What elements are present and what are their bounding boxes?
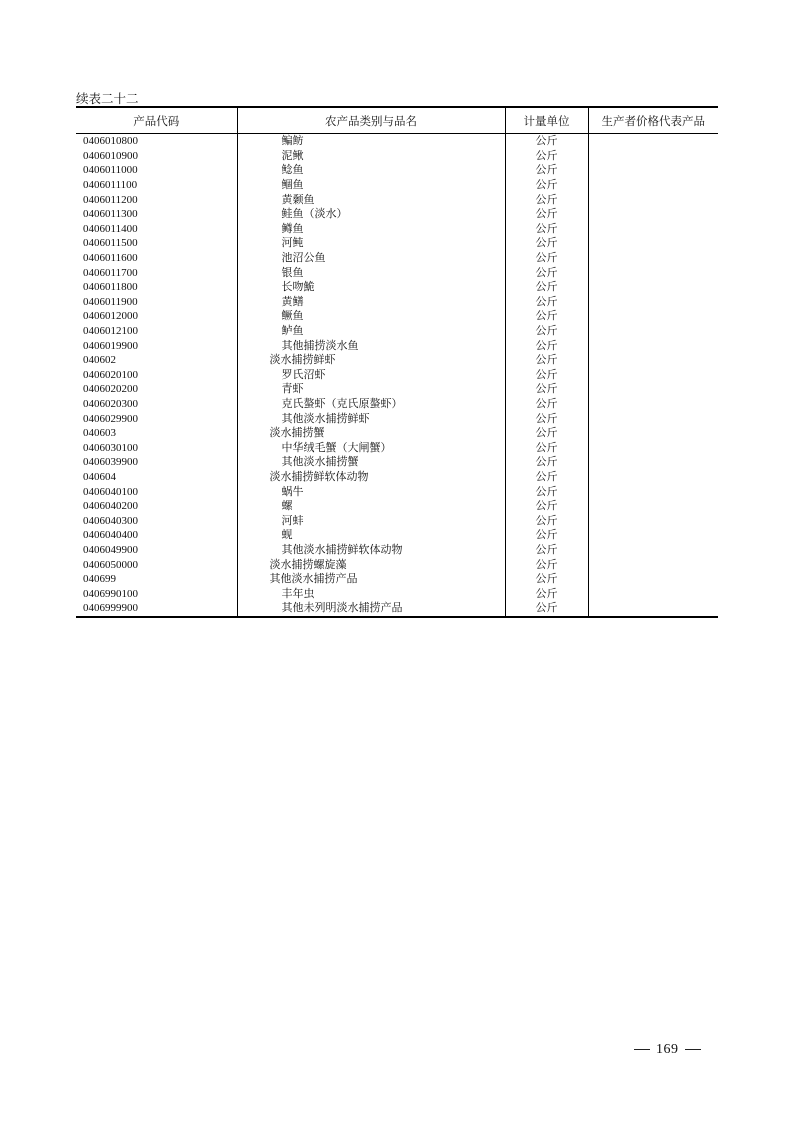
unit-cell: 公斤 xyxy=(505,338,588,353)
representative-cell xyxy=(588,484,718,499)
unit-cell: 公斤 xyxy=(505,528,588,543)
product-name-cell: 鲑鱼（淡水） xyxy=(237,207,505,222)
product-code-cell: 0406040400 xyxy=(83,529,138,542)
product-name-cell: 淡水捕捞螺旋藻 xyxy=(237,557,505,572)
table-row xyxy=(76,601,718,617)
product-code-cell: 0406029900 xyxy=(83,412,138,425)
product-name-cell: 淡水捕捞蟹 xyxy=(237,426,505,441)
table-row xyxy=(76,178,718,193)
table-row xyxy=(76,411,718,426)
product-name-cell: 克氏螯虾（克氏原螯虾） xyxy=(237,397,505,412)
product-name-cell: 其他淡水捕捞鲜虾 xyxy=(237,411,505,426)
header-unit: 计量单位 xyxy=(505,107,588,134)
unit-cell: 公斤 xyxy=(505,411,588,426)
representative-cell xyxy=(588,134,718,149)
product-name-cell: 淡水捕捞鲜软体动物 xyxy=(237,470,505,485)
table-row xyxy=(76,586,718,601)
unit-cell: 公斤 xyxy=(505,440,588,455)
product-name-cell: 河鲀 xyxy=(237,236,505,251)
product-code-cell: 0406010900 xyxy=(83,149,138,162)
product-code-cell: 0406050000 xyxy=(83,558,138,571)
table-row xyxy=(76,149,718,164)
table-row xyxy=(76,251,718,266)
product-code-cell: 0406039900 xyxy=(83,456,138,469)
table-row xyxy=(76,426,718,441)
unit-cell: 公斤 xyxy=(505,265,588,280)
product-name-cell: 淡水捕捞鲜虾 xyxy=(237,353,505,368)
unit-cell: 公斤 xyxy=(505,572,588,587)
table-row xyxy=(76,528,718,543)
product-code-cell: 0406020100 xyxy=(83,368,138,381)
page-dash-left xyxy=(634,1049,650,1050)
unit-cell: 公斤 xyxy=(505,426,588,441)
unit-cell: 公斤 xyxy=(505,586,588,601)
product-code-cell: 040699 xyxy=(83,573,116,586)
product-name-cell: 其他捕捞淡水鱼 xyxy=(237,338,505,353)
product-name-cell: 青虾 xyxy=(237,382,505,397)
representative-cell xyxy=(588,353,718,368)
representative-cell xyxy=(588,251,718,266)
unit-cell: 公斤 xyxy=(505,601,588,617)
product-code-cell: 0406011200 xyxy=(83,193,138,206)
product-code-cell: 0406011700 xyxy=(83,266,138,279)
unit-cell: 公斤 xyxy=(505,178,588,193)
unit-cell: 公斤 xyxy=(505,280,588,295)
representative-cell xyxy=(588,368,718,383)
unit-cell: 公斤 xyxy=(505,557,588,572)
product-name-cell: 鲶鱼 xyxy=(237,163,505,178)
unit-cell: 公斤 xyxy=(505,236,588,251)
product-code-cell: 0406999900 xyxy=(76,601,237,617)
product-name-cell: 河蚌 xyxy=(237,513,505,528)
representative-cell xyxy=(588,440,718,455)
representative-cell xyxy=(588,382,718,397)
representative-cell xyxy=(588,470,718,485)
representative-cell xyxy=(588,265,718,280)
representative-cell xyxy=(588,601,718,617)
table-row xyxy=(76,557,718,572)
table-row xyxy=(76,499,718,514)
header-product-code: 产品代码 xyxy=(76,107,237,134)
representative-cell xyxy=(588,455,718,470)
product-code-cell: 0406012000 xyxy=(83,310,138,323)
product-code-cell: 040603 xyxy=(83,427,116,440)
table-row xyxy=(76,397,718,412)
product-name-cell: 其他未列明淡水捕捞产品 xyxy=(237,601,505,617)
product-name-cell: 蚬 xyxy=(237,528,505,543)
unit-cell: 公斤 xyxy=(505,353,588,368)
table-row xyxy=(76,572,718,587)
table-row xyxy=(76,236,718,251)
unit-cell: 公斤 xyxy=(505,295,588,310)
product-code-cell: 0406990100 xyxy=(83,587,138,600)
product-name-cell: 蜗牛 xyxy=(237,484,505,499)
representative-cell xyxy=(588,528,718,543)
product-name-cell: 银鱼 xyxy=(237,265,505,280)
table-row xyxy=(76,382,718,397)
table-row xyxy=(76,484,718,499)
unit-cell: 公斤 xyxy=(505,470,588,485)
table-body xyxy=(76,134,718,617)
representative-cell xyxy=(588,426,718,441)
product-code-cell: 040602 xyxy=(83,354,116,367)
product-code-cell: 0406011600 xyxy=(83,252,138,265)
table-row xyxy=(76,513,718,528)
unit-cell: 公斤 xyxy=(505,309,588,324)
unit-cell: 公斤 xyxy=(505,543,588,558)
unit-cell: 公斤 xyxy=(505,368,588,383)
table-row xyxy=(76,134,718,149)
representative-cell xyxy=(588,572,718,587)
product-name-cell: 螺 xyxy=(237,499,505,514)
table-row xyxy=(76,543,718,558)
representative-cell xyxy=(588,309,718,324)
product-code-cell: 0406020300 xyxy=(83,397,138,410)
product-code-cell: 0406019900 xyxy=(83,339,138,352)
table-row xyxy=(76,309,718,324)
product-code-cell: 0406012100 xyxy=(83,325,138,338)
product-code-cell: 040604 xyxy=(83,470,116,483)
product-code-cell: 0406011800 xyxy=(83,281,138,294)
header-category-name: 农产品类别与品名 xyxy=(237,107,505,134)
representative-cell xyxy=(588,338,718,353)
unit-cell: 公斤 xyxy=(505,192,588,207)
unit-cell: 公斤 xyxy=(505,149,588,164)
representative-cell xyxy=(588,222,718,237)
product-code-cell: 0406011100 xyxy=(83,179,138,192)
unit-cell: 公斤 xyxy=(505,324,588,339)
unit-cell: 公斤 xyxy=(505,251,588,266)
table-row xyxy=(76,368,718,383)
product-name-cell: 其他淡水捕捞蟹 xyxy=(237,455,505,470)
table-row xyxy=(76,470,718,485)
table-row xyxy=(76,338,718,353)
product-name-cell: 鳜鱼 xyxy=(237,309,505,324)
unit-cell: 公斤 xyxy=(505,499,588,514)
product-code-cell: 0406040200 xyxy=(83,500,138,513)
product-code-cell: 0406011500 xyxy=(83,237,138,250)
product-name-cell: 其他淡水捕捞鲜软体动物 xyxy=(237,543,505,558)
representative-cell xyxy=(588,295,718,310)
page-number-text: 169 xyxy=(656,1042,679,1057)
unit-cell: 公斤 xyxy=(505,484,588,499)
product-code-cell: 0406010800 xyxy=(83,135,138,148)
unit-cell: 公斤 xyxy=(505,134,588,149)
product-code-cell: 0406030100 xyxy=(83,441,138,454)
product-code-cell: 0406011900 xyxy=(83,295,138,308)
product-code-cell: 0406011300 xyxy=(83,208,138,221)
representative-cell xyxy=(588,178,718,193)
table-row xyxy=(76,192,718,207)
page-number xyxy=(628,1042,707,1058)
table-row xyxy=(76,222,718,237)
product-name-cell: 鲈鱼 xyxy=(237,324,505,339)
representative-cell xyxy=(588,513,718,528)
header-representative: 生产者价格代表产品 xyxy=(588,107,718,134)
table-row xyxy=(76,353,718,368)
representative-cell xyxy=(588,586,718,601)
product-code-cell: 0406011400 xyxy=(83,222,138,235)
product-name-cell: 黄鳝 xyxy=(237,295,505,310)
product-name-cell: 鲴鱼 xyxy=(237,178,505,193)
representative-cell xyxy=(588,543,718,558)
unit-cell: 公斤 xyxy=(505,382,588,397)
product-name-cell: 鳊鲂 xyxy=(237,134,505,149)
product-name-cell: 其他淡水捕捞产品 xyxy=(237,572,505,587)
product-table xyxy=(76,106,718,618)
product-name-cell: 黄颡鱼 xyxy=(237,192,505,207)
representative-cell xyxy=(588,236,718,251)
representative-cell xyxy=(588,192,718,207)
unit-cell: 公斤 xyxy=(505,455,588,470)
unit-cell: 公斤 xyxy=(505,163,588,178)
product-name-cell: 长吻鮠 xyxy=(237,280,505,295)
table-row xyxy=(76,324,718,339)
product-name-cell: 中华绒毛蟹（大闸蟹） xyxy=(237,440,505,455)
table-row xyxy=(76,455,718,470)
product-name-cell: 丰年虫 xyxy=(237,586,505,601)
representative-cell xyxy=(588,557,718,572)
representative-cell xyxy=(588,149,718,164)
table-header-row xyxy=(76,107,718,134)
table-row xyxy=(76,440,718,455)
product-code-cell: 0406020200 xyxy=(83,383,138,396)
unit-cell: 公斤 xyxy=(505,513,588,528)
representative-cell xyxy=(588,163,718,178)
product-code-cell: 0406040300 xyxy=(83,514,138,527)
representative-cell xyxy=(588,280,718,295)
unit-cell: 公斤 xyxy=(505,222,588,237)
table-row xyxy=(76,295,718,310)
representative-cell xyxy=(588,499,718,514)
table-row xyxy=(76,163,718,178)
product-code-cell: 0406049900 xyxy=(83,543,138,556)
representative-cell xyxy=(588,207,718,222)
table-row xyxy=(76,280,718,295)
representative-cell xyxy=(588,397,718,412)
product-code-cell: 0406011000 xyxy=(83,164,138,177)
representative-cell xyxy=(588,324,718,339)
table-row xyxy=(76,265,718,280)
product-code-cell: 0406040100 xyxy=(83,485,138,498)
product-name-cell: 罗氏沼虾 xyxy=(237,368,505,383)
product-name-cell: 鳟鱼 xyxy=(237,222,505,237)
representative-cell xyxy=(588,411,718,426)
table-caption: 续表二十二 xyxy=(76,91,139,106)
unit-cell: 公斤 xyxy=(505,397,588,412)
product-name-cell: 池沼公鱼 xyxy=(237,251,505,266)
table-row xyxy=(76,207,718,222)
page-dash-right xyxy=(685,1049,701,1050)
product-name-cell: 泥鳅 xyxy=(237,149,505,164)
unit-cell: 公斤 xyxy=(505,207,588,222)
